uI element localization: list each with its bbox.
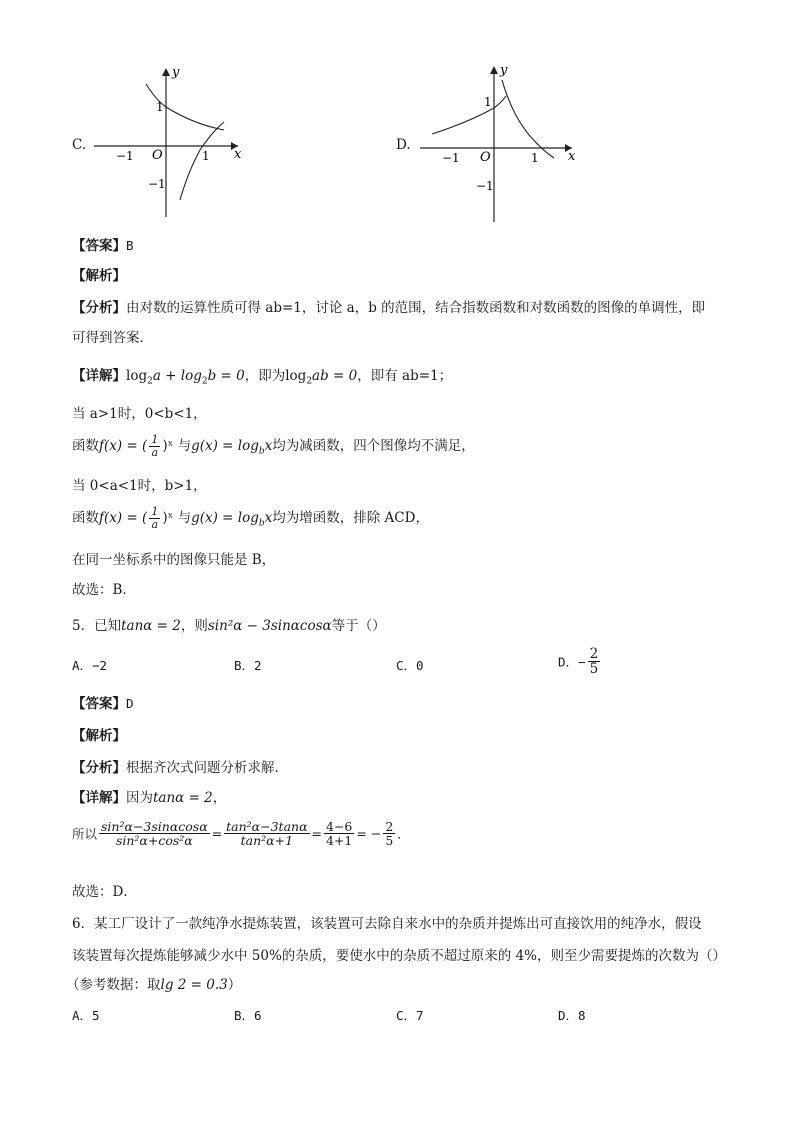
q5-fenxi: 【分析】根据齐次式问题分析求解． bbox=[72, 760, 288, 776]
q6-ref: （参考数据：取lg 2 = 0.3） bbox=[66, 977, 242, 993]
option-d-label: D. bbox=[396, 137, 411, 153]
q5-answer: 【答案】D bbox=[72, 696, 134, 712]
q5-analysis-tag: 【解析】 bbox=[72, 728, 126, 744]
q6-option-a[interactable]: A．5 bbox=[72, 1008, 100, 1023]
origin-label: O bbox=[480, 150, 491, 165]
q5-derivation: 所以 $\frac{\text{sin²α−3sinαcosα}}{\text{sin²α+cos²α}}$ = $\frac{\text{tan²α−3tanα}}{\text{tan²α+1}}$ = $\frac{4-6}{4+1}$ = − $\frac{2}{5}$ ． bbox=[72, 819, 410, 849]
q5-option-d[interactable]: D．− $\frac{2}{5}$ bbox=[558, 646, 599, 678]
q5-choose: 故选：D． bbox=[72, 884, 137, 900]
increasing-exp-curve bbox=[432, 96, 506, 134]
q4-analysis-tag: 【解析】 bbox=[72, 268, 126, 284]
q4-detail-line: 【详解】$\log_2a + \log_2b = 0$，即为$\log_2ab = 0$，即有 ab=1； bbox=[72, 368, 453, 387]
q4-fenxi-line2: 可得到答案． bbox=[72, 330, 153, 346]
tick-neg1: −1 bbox=[442, 151, 460, 165]
q4-fenxi-line1: 【分析】由对数的运算性质可得 ab=1，讨论 a，b 的范围，结合指数函数和对数函数的图像的单调性，即 bbox=[72, 300, 706, 316]
option-c-label: C. bbox=[72, 137, 87, 153]
q4-func-dec: 函数f(x) = ( $\frac{1}{a}$ )ˣ 与$g(x) = \log_bx$均为减函数，四个图像均不满足， bbox=[72, 433, 475, 459]
tick-yneg1: −1 bbox=[476, 179, 494, 193]
q6-option-b[interactable]: B．6 bbox=[234, 1008, 262, 1023]
q6-line2: 该装置每次提炼能够减少水中 50%的杂质，要使水中的杂质不超过原来的 4%，则至少需要提炼的次数为（） bbox=[72, 948, 727, 964]
x-axis-label: x bbox=[568, 149, 576, 164]
q4-choose: 故选：B． bbox=[72, 582, 136, 598]
q5-detail: 【详解】因为tanα = 2， bbox=[72, 790, 227, 806]
q4-same-axes: 在同一坐标系中的图像只能是 B， bbox=[72, 552, 276, 568]
tick-neg1: −1 bbox=[116, 149, 134, 163]
decreasing-curve bbox=[502, 80, 554, 158]
q5-stem: 5．已知tanα = 2，则sin²α − 3sinαcosα等于（） bbox=[72, 618, 386, 634]
tick-pos1: 1 bbox=[202, 149, 210, 163]
graph-d bbox=[414, 60, 584, 225]
q4-answer: 【答案】B bbox=[72, 238, 134, 254]
q5-option-b[interactable]: B．2 bbox=[234, 658, 262, 673]
q5-option-c[interactable]: C．0 bbox=[396, 658, 424, 673]
y-arrow-icon bbox=[162, 68, 170, 76]
q4-case2: 当 0<a<1时，b>1， bbox=[72, 478, 207, 494]
origin-label: O bbox=[152, 148, 163, 163]
q4-case1: 当 a>1时，0<b<1， bbox=[72, 406, 207, 422]
tick-y1: 1 bbox=[484, 95, 492, 109]
graph-c bbox=[88, 62, 258, 222]
tick-yneg1: −1 bbox=[148, 177, 166, 191]
tick-pos1: 1 bbox=[531, 151, 539, 165]
q6-option-d[interactable]: D．8 bbox=[558, 1008, 586, 1023]
y-axis-label: y bbox=[500, 63, 508, 78]
q6-option-c[interactable]: C．7 bbox=[396, 1008, 424, 1023]
tick-y1: 1 bbox=[156, 100, 164, 114]
q5-option-a[interactable]: A．−2 bbox=[72, 658, 108, 673]
y-arrow-icon bbox=[490, 66, 498, 74]
q4-func-inc: 函数f(x) = ( $\frac{1}{a}$ )ˣ 与$g(x) = \log_bx$均为增函数，排除 ACD， bbox=[72, 505, 429, 531]
q6-line1: 6．某工厂设计了一款纯净水提炼装置，该装置可去除自来水中的杂质并提炼出可直接饮用的纯净水，假设 bbox=[72, 916, 702, 932]
y-axis-label: y bbox=[172, 65, 180, 80]
x-axis-label: x bbox=[234, 147, 242, 162]
